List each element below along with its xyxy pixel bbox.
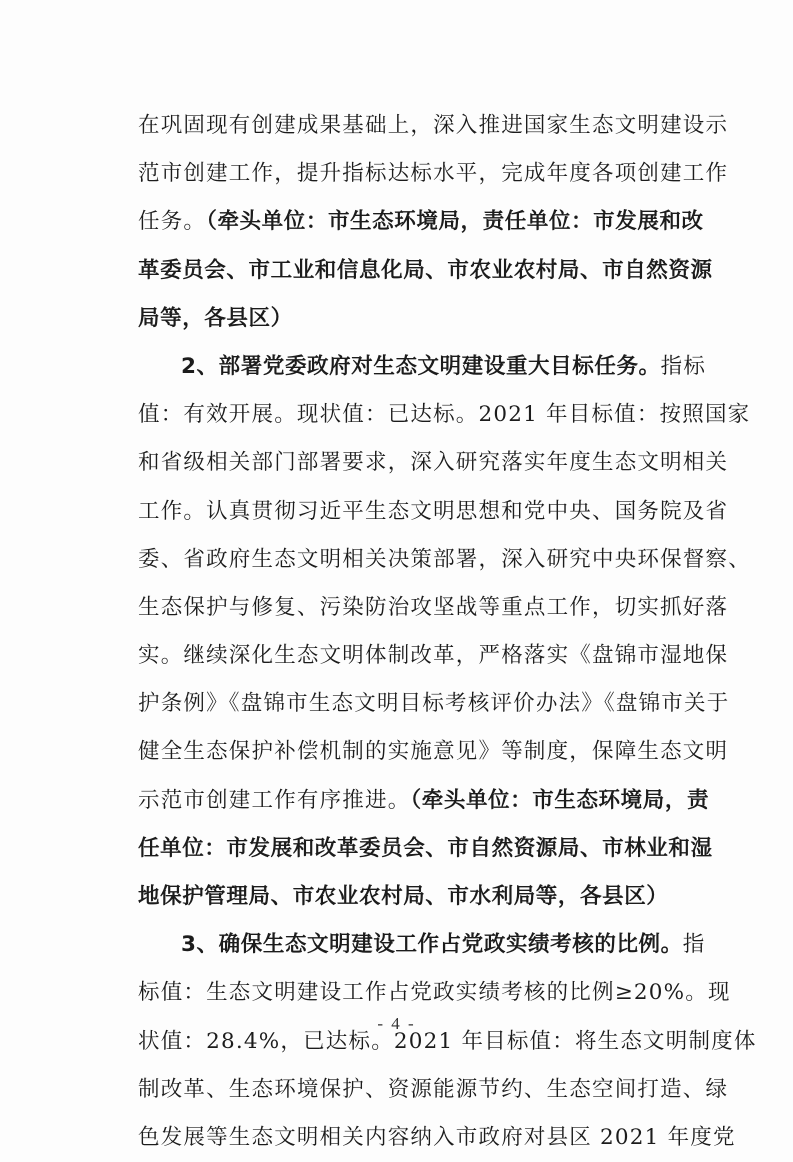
text-run: 示范市创建工作有序推进。 [138, 787, 411, 813]
body-text [138, 102, 757, 1162]
text-line [138, 198, 704, 246]
text-line [138, 295, 698, 343]
text-run: 色发展等生态文明相关内容纳入市政府对县区 2021 年度党 [138, 1124, 736, 1150]
text-line [138, 439, 729, 487]
text-line [138, 728, 729, 776]
text-line [138, 584, 729, 632]
item-heading-line [138, 921, 706, 969]
text-run: 制改革、生态环境保护、资源能源节约、生态空间打造、绿 [138, 1076, 729, 1102]
text-run: 在巩固现有创建成果基础上，深入推进国家生态文明建设示 [138, 113, 729, 138]
text-line [138, 247, 713, 295]
text-line [138, 391, 751, 439]
text-run: 指 [682, 932, 706, 958]
text-line [138, 873, 698, 921]
text-run: 值：有效开展。现状值：已达标。2021 年目标值：按照国家 [138, 402, 751, 428]
text-line [138, 777, 710, 825]
text-run: 生态保护与修复、污染防治攻坚战等重点工作，切实抓好落 [138, 594, 729, 620]
text-run: 护条例》《盘锦市生态文明目标考核评价办法》《盘锦市关于 [138, 691, 730, 717]
text-line [138, 1114, 736, 1162]
responsible-units-text: 局等，各县区） [138, 305, 293, 331]
responsible-units-text: 任单位：市发展和改革委员会、市自然资源局、市林业和湿 [138, 835, 713, 861]
text-run: 健全生态保护补偿机制的实施意见》等制度，保障生态文明 [138, 739, 729, 765]
text-run: 任务。 [138, 209, 207, 235]
text-line [138, 632, 729, 680]
text-run: 指标 [660, 353, 707, 379]
responsible-units-text: （牵头单位：市生态环境局，责 [410, 787, 710, 813]
responsible-units-text: 地保护管理局、市农业农村局、市水利局等，各县区） [138, 884, 669, 909]
text-line [138, 150, 729, 198]
item-heading: 2、部署党委政府对生态文明建设重大目标任务。 [181, 353, 661, 379]
item-heading-line [138, 343, 707, 391]
text-line [138, 102, 729, 150]
text-run: 委、省政府生态文明相关决策部署，深入研究中央环保督察、 [138, 546, 751, 572]
item-heading: 3、确保生态文明建设工作占党政实绩考核的比例。 [181, 932, 683, 958]
responsible-units-text: （牵头单位：市生态环境局，责任单位：市发展和改 [206, 209, 704, 235]
text-run: 标值：生态文明建设工作占党政实绩考核的比例≥20%。现 [138, 980, 731, 1006]
text-line [138, 536, 751, 584]
page-number: - 4 - [377, 1014, 416, 1033]
responsible-units-text: 革委员会、市工业和信息化局、市农业农村局、市自然资源 [138, 257, 713, 283]
text-run: 状值：28.4%，已达标。2021 年目标值：将生态文明制度体 [138, 1028, 757, 1054]
text-run: 和省级相关部门部署要求，深入研究落实年度生态文明相关 [138, 450, 729, 476]
text-line [138, 680, 730, 728]
text-line [138, 825, 713, 873]
text-line [138, 488, 729, 536]
text-line [138, 1066, 729, 1114]
text-run: 实。继续深化生态文明体制改革，严格落实《盘锦市湿地保 [138, 643, 729, 669]
text-run: 工作。认真贯彻习近平生态文明思想和党中央、国务院及省 [138, 498, 729, 524]
text-run: 范市创建工作，提升指标达标水平，完成年度各项创建工作 [138, 161, 729, 187]
text-line [138, 969, 731, 1017]
